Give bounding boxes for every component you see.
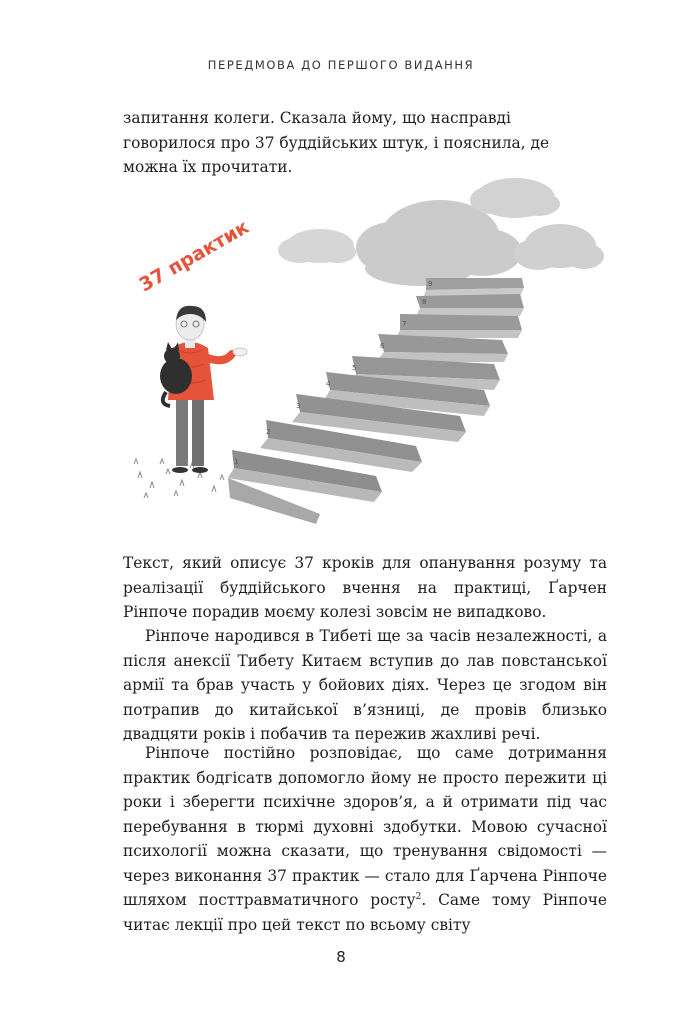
running-header: ПЕРЕДМОВА ДО ПЕРШОГО ВИДАННЯ — [207, 58, 475, 72]
paragraph-3: Рінпоче народився в Тибеті ще за часів незалежності, а після анексії Тибету Китаєм вступив до лав повстанської армії та брав участь у бойових діях. Через це згодом він потрапив до китайської в’язниці, де провів близько двадцяти років і побачив та пережив жахливі речі. — [123, 627, 607, 743]
practices-label: 37 практик — [135, 215, 253, 297]
stairway — [228, 278, 524, 524]
paragraph-4-text: Рінпоче постійно розповідає, що саме дотримання практик бодгісатв допомогло йому не просто пережити ці роки і зберегти психічне здоров’я, а й отримати під час перебування в тюрмі духовні здобутки. Мовою сучасної психології можна сказати, що тренування свідомості — через виконання 37 практик — стало для Ґарчена Рінпоче шляхом посттравматичного росту — [123, 744, 607, 909]
step-number: 6 — [380, 342, 385, 350]
paragraph-1: запитання колеги. Сказала йому, що насправді говорилося про 37 буддійських штук, і пояснила, де можна їх прочитати. — [123, 109, 550, 176]
step-number: 4 — [326, 380, 331, 388]
step-number: 7 — [402, 320, 407, 328]
cloud-icon — [514, 224, 604, 270]
stairway-illustration — [120, 168, 620, 528]
cloud-icon — [278, 229, 356, 263]
cloud-icon — [470, 178, 560, 218]
step-number: 3 — [296, 402, 301, 410]
footnote-marker[interactable]: 2 — [415, 891, 422, 902]
step-number: 5 — [352, 364, 357, 372]
paragraph-4-text-after: . Саме тому Рінпоче читає лекції про цей текст по всьому світу — [123, 891, 607, 934]
step-number: 8 — [422, 298, 427, 306]
page-number: 8 — [336, 948, 346, 966]
step-number: 9 — [428, 280, 433, 288]
person-figure — [160, 306, 247, 473]
step-number: 1 — [234, 458, 239, 466]
paragraph-4 — [123, 741, 607, 937]
paragraph-2: Текст, який описує 37 кроків для опанування розуму та реалізації буддійського вчення на практиці, Ґарчен Рінпоче порадив моєму колезі зовсім не випадково. — [123, 554, 607, 621]
step-number: 2 — [266, 428, 271, 436]
